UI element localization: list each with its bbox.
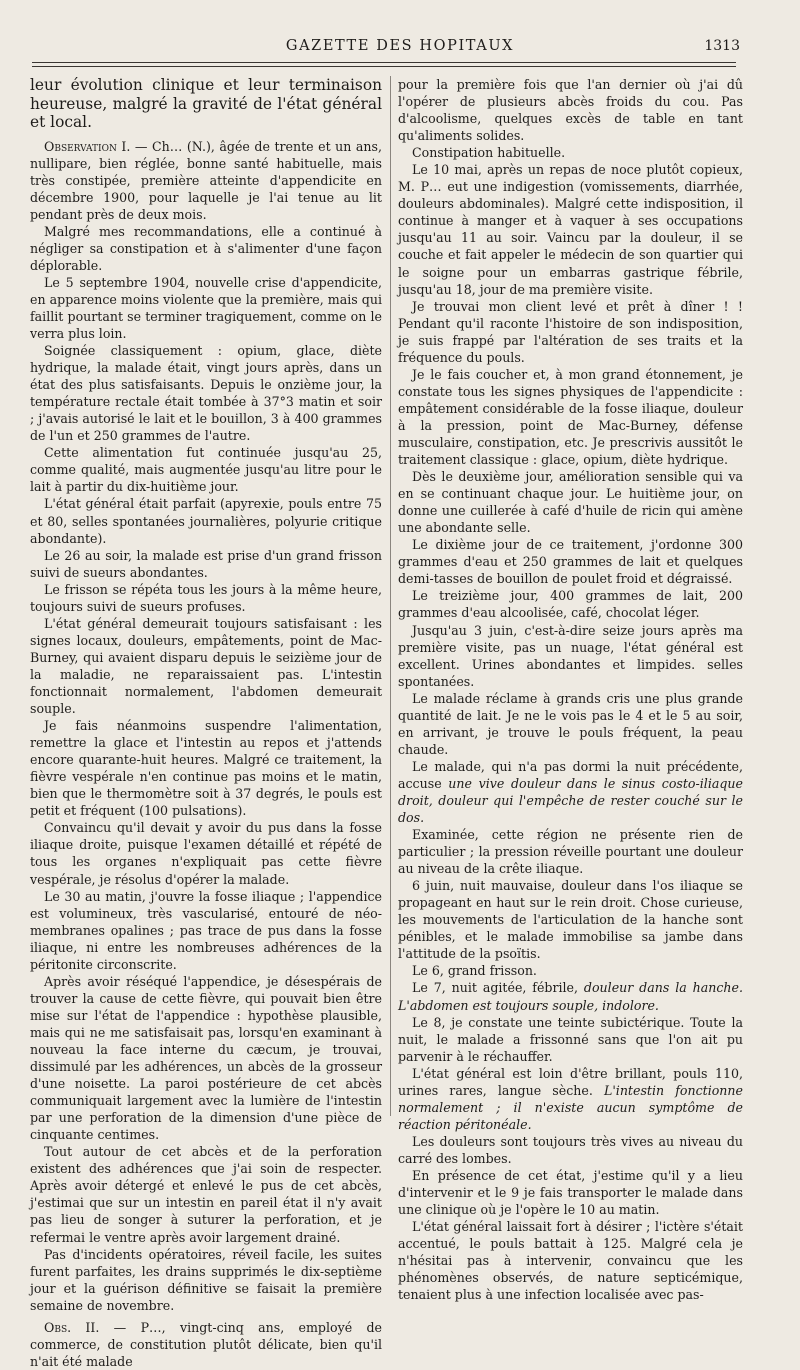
paragraph: Le 30 au matin, j'ouvre la fosse iliaque ; l'appendice est volumineux, très vascularisé, entouré de néo-membranes opalines ; pas trace de pus dans la fosse iliaque, ni entre les nombreuses adhérences de la péritonite circonscrite. [30, 888, 382, 972]
paragraph: Le malade réclame à grands cris une plus grande quantité de lait. Je ne le vois pas le 4 et le 5 au soir, en arrivant, je trouve le pouls fréquent, la peau chaude. [398, 690, 743, 757]
paragraph-text: — P…, vingt-cinq ans, employé de commerce, de constitution plutôt délicate, bien qu'il n'ait été malade [30, 1319, 382, 1369]
page-number: 1313 [704, 38, 740, 54]
paragraph: Malgré mes recommandations, elle a continué à négliger sa constipation et à s'alimenter d'une façon déplorable. [30, 223, 382, 273]
paragraph-text: — Ch… (N.), âgée de trente et un ans, nullipare, bien réglée, bonne santé habituelle, mais très constipée, première atteinte d'appendicite en décembre 1900, pour laquelle je l'ai tenue au lit pendant près de deux mois. [30, 138, 382, 222]
journal-title: GAZETTE DES HOPITAUX [285, 38, 515, 54]
paragraph: Jusqu'au 3 juin, c'est-à-dire seize jours après ma première visite, pas un nuage, l'état général est excellent. Urines abondantes et limpides. selles spontanées. [398, 622, 743, 689]
paragraph: Le 26 au soir, la malade est prise d'un grand frisson suivi de sueurs abondantes. [30, 547, 382, 580]
observation-label: Observation I. [44, 138, 131, 154]
paragraph [398, 1065, 743, 1133]
paragraph: Examinée, cette région ne présente rien de particulier ; la pression réveille pourtant une douleur au niveau de la crête iliaque. [398, 827, 743, 877]
paragraph: Le 6, grand frisson. [412, 963, 537, 979]
paragraph: L'état général demeurait toujours satisfaisant : les signes locaux, douleurs, empâtements, point de Mac-Burney, qui avaient disparu depuis le seizième jour de la maladie, ne reparaissaient pas. L'intestin fonctionnait normalement, l'abdomen demeurait souple. [30, 615, 382, 717]
paragraph: Je trouvai mon client levé et prêt à dîner ! ! Pendant qu'il raconte l'histoire de son indisposition, je suis frappé par l'altération de ses traits et la fréquence du pouls. [398, 298, 743, 365]
paragraph: Dès le deuxième jour, amélioration sensible qui va en se continuant chaque jour. Le huitième jour, on donne une cuillerée à café d'huile de ricin qui amène une abondante selle. [398, 469, 743, 536]
paragraph: Tout autour de cet abcès et de la perforation existent des adhérences que j'ai soin de respecter. Après avoir détergé et enlevé le pus de cet abcès, j'estimai que sur un intestin en pareil état il n'y avait pas lieu de songer à suturer la perforation, et je refermai le ventre après avoir largement drainé. [30, 1144, 382, 1245]
paragraph-text: Le 7, nuit agitée, fébrile, [412, 980, 584, 996]
paragraph: Le frisson se répéta tous les jours à la même heure, toujours suivi de sueurs profuses. [30, 581, 382, 614]
header-rule [32, 62, 736, 63]
paragraph: Le 8, je constate une teinte subictérique. Toute la nuit, le malade a frissonné sans que l'on ait pu parvenir à le réchauffer. [398, 1014, 743, 1064]
paragraph [398, 758, 743, 826]
right-column [398, 76, 743, 1303]
paragraph: Le 10 mai, après un repas de noce plutôt copieux, M. P… eut une indigestion (vomissements, diarrhée, douleurs abdominales). Malgré cette indisposition, il continue à manger et à vaquer à ses occupations jusqu'au 11 au soir. Vaincu par la douleur, il se couche et fait appeler le médecin de son quartier qui le soigne pour un embarras gastrique fébrile, jusqu'au 18, jour de ma première visite. [398, 162, 743, 297]
paragraph: Le treizième jour, 400 grammes de lait, 200 grammes d'eau alcoolisée, café, chocolat léger. [398, 588, 743, 621]
paragraph: 6 juin, nuit mauvaise, douleur dans l'os iliaque se propageant en haut sur le rein droit. Chose curieuse, les mouvements de l'articulation de la hanche sont pénibles, et le malade immobilise sa jambe dans l'attitude de la psoïtis. [398, 878, 743, 962]
paragraph: Je le fais coucher et, à mon grand étonnement, je constate tous les signes physiques de l'appendicite : empâtement considérable de la fosse iliaque, douleur à la pression, point de Mac-Burney, défense musculaire, constipation, etc. Je prescrivis aussitôt le traitement classique : glace, opium, diète hydrique. [398, 366, 743, 468]
lead-paragraph: leur évolution clinique et leur terminaison heureuse, malgré la gravité de l'état général et local. [30, 76, 382, 131]
paragraph: L'état général était parfait (apyrexie, pouls entre 75 et 80, selles spontanées journalières, polyurie critique abondante). [30, 496, 382, 546]
paragraph: Le dixième jour de ce traitement, j'ordonne 300 grammes d'eau et 250 grammes de lait et quelques demi-tasses de bouillon de poulet froid et dégraissé. [398, 537, 743, 587]
italic-text: une vive douleur dans le sinus costo-iliaque droit, douleur qui l'empêche de rester couché sur le dos. [398, 775, 743, 826]
paragraph-text: L'état général est loin d'être brillant, pouls 110, urines rares, langue sèche. [398, 1065, 743, 1098]
paragraph: Constipation habituelle. [412, 145, 566, 161]
paragraph: Les douleurs sont toujours très vives au niveau du carré des lombes. [398, 1133, 743, 1166]
paragraph [30, 1319, 382, 1370]
paragraph: Pas d'incidents opératoires, réveil facile, les suites furent parfaites, les drains supprimés le dix-septième jour et la guérison définitive se faisait la première semaine de novembre. [30, 1246, 382, 1313]
header-rule-thin [32, 66, 736, 67]
running-header [0, 34, 800, 60]
observation-label: Obs. II. [44, 1319, 100, 1335]
paragraph: Le 5 septembre 1904, nouvelle crise d'appendicite, en apparence moins violente que la première, mais qui faillit pourtant se terminer tragiquement, comme on le verra plus loin. [30, 274, 382, 342]
paragraph: pour la première fois que l'an dernier où j'ai dû l'opérer de plusieurs abcès froids du cou. Pas d'alcoolisme, quelques excès de table en tant qu'aliments solides. [398, 77, 743, 144]
italic-text: L'intestin fonctionne normalement ; il n'existe aucun symptôme de réaction péritonéale. [398, 1082, 743, 1132]
paragraph [30, 138, 382, 223]
paragraph: Soignée classiquement : opium, glace, diète hydrique, la malade était, vingt jours après, dans un état des plus satisfaisants. Depuis le onzième jour, la température rectale était tombée à 37°3 matin et soir ; j'avais autorisé le lait et le bouillon, 3 à 400 grammes de l'un et 250 grammes de l'autre. [30, 343, 382, 444]
paragraph-text: Le malade, qui n'a pas dormi la nuit précédente, accuse [398, 758, 743, 791]
left-column [30, 76, 382, 1370]
paragraph: En présence de cet état, j'estime qu'il y a lieu d'intervenir et le 9 je fais transporter le malade dans une clinique où je l'opère le 10 au matin. [398, 1168, 743, 1218]
paragraph: Après avoir réséqué l'appendice, je désespérais de trouver la cause de cette fièvre, qui pouvait bien être mise sur l'état de l'appendice : hypothèse plausible, mais qui ne me satisfaisait pas, lorsqu'en examinant à nouveau la face interne du cæcum, je trouvai, dissimulé par les adhérences, un abcès de la grosseur d'une noisette. La paroi postérieure de cet abcès communiquait largement avec la lumière de l'intestin par une perforation de la dimension d'une pièce de cinquante centimes. [30, 973, 382, 1143]
column-divider [390, 76, 391, 1116]
paragraph: Cette alimentation fut continuée jusqu'au 25, comme qualité, mais augmentée jusqu'au litre pour le lait à partir du dix-huitième jour. [30, 445, 382, 495]
paragraph: Convaincu qu'il devait y avoir du pus dans la fosse iliaque droite, puisque l'examen détaillé et répété de tous les organes n'expliquait pas cette fièvre vespérale, je résolus d'opérer la malade. [30, 820, 382, 887]
paragraph: L'état général laissait fort à désirer ; l'ictère s'était accentué, le pouls battait à 125. Malgré cela je n'hésitai pas à intervenir, convaincu que les phénomènes observés, de nature septicémique, tenaient plus à une infection localisée avec pas- [398, 1219, 743, 1303]
italic-text: douleur dans la hanche. L'abdomen est toujours souple, indolore. [398, 980, 743, 1013]
paragraph: Je fais néanmoins suspendre l'alimentation, remettre la glace et l'intestin au repos et j'attends encore quarante-huit heures. Malgré ce traitement, la fièvre vespérale n'en continue pas moins et le matin, bien que le thermomètre soit à 37 degrés, le pouls est petit et fréquent (100 pulsations). [30, 718, 382, 819]
paragraph [398, 979, 743, 1013]
